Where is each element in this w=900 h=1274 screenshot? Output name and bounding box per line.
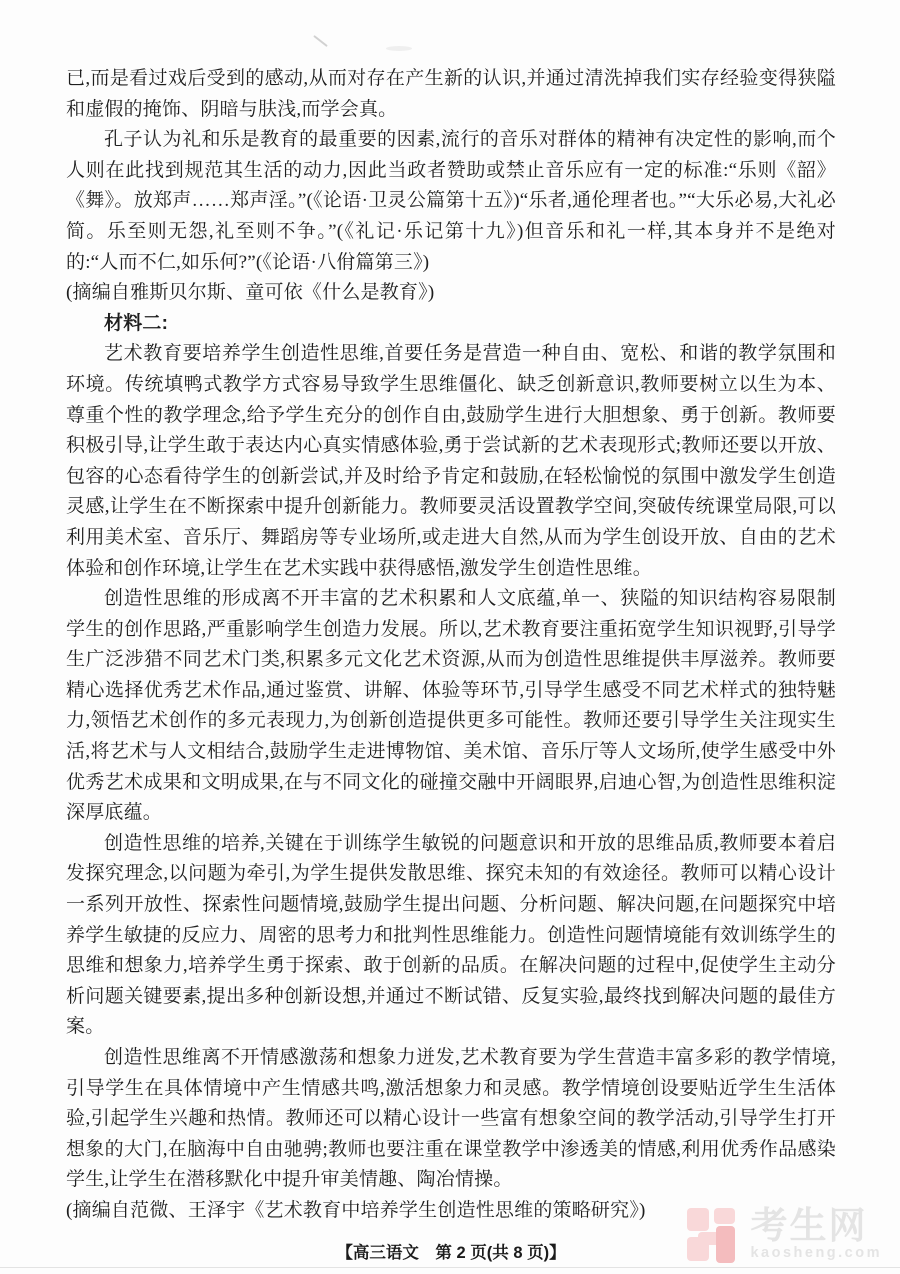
kaosheng-logo-icon <box>686 1205 742 1263</box>
logo-block <box>687 1237 709 1261</box>
material-one-attribution: (摘编自雅斯贝尔斯、童可依《什么是教育》) <box>66 282 435 304</box>
material-two-paragraph-4: 创造性思维离不开情感激荡和想象力迸发,艺术教育要为学生营造丰富多彩的教学情境,引导学生在具体情境中产生情感共鸣,激活想象力和灵感。教学情境创设要贴近学生生活体验,引起学生兴趣和热情。教师还可以精心设计一些富有想象空间的教学活动,引导学生打开想象的大门,在脑海中自由驰骋;教师也要注重在课堂教学中渗透美的情感,利用优秀作品感染学生,让学生在潜移默化中提升审美情趣、陶冶情操。 <box>66 1047 836 1191</box>
material-two-heading: 材料二: <box>104 312 169 334</box>
watermark-site-name: 考生网 <box>750 1205 868 1247</box>
logo-block <box>716 1226 735 1263</box>
scan-artifact-smudge <box>386 46 412 51</box>
material-two-attribution: (摘编自范微、王泽宇《艺术教育中培养学生创造性思维的策略研究》) <box>66 1199 646 1221</box>
exam-body-text <box>66 64 836 1227</box>
page-number-footer: 【高三语文 第 2 页(共 8 页)】 <box>336 1243 566 1262</box>
watermark-text <box>750 1207 882 1261</box>
material-two-paragraph-2: 创造性思维的形成离不开丰富的艺术积累和人文底蕴,单一、狭隘的知识结构容易限制学生的创作思路,严重影响学生创造力发展。所以,艺术教育要注重拓宽学生知识视野,引导学生广泛涉猎不同艺术门类,积累多元文化艺术资源,从而为创造性思维提供丰厚滋养。教师要精心选择优秀艺术作品,通过鉴赏、讲解、体验等环节,引导学生感受不同艺术样式的独特魅力,领悟艺术创作的多元表现力,为创新创造提供更多可能性。教师还要引导学生关注现实生活,将艺术与人文相结合,鼓励学生走进博物馆、美术馆、音乐厅等人文场所,使学生感受中外优秀艺术成果和文明成果,在与不同文化的碰撞交融中开阔眼界,启迪心智,为创造性思维积淀深厚底蕴。 <box>66 588 836 824</box>
material-two-paragraph-1: 艺术教育要培养学生创造性思维,首要任务是营造一种自由、宽松、和谐的教学氛围和环境。传统填鸭式教学方式容易导致学生思维僵化、缺乏创新意识,教师要树立以生为本、尊重个性的教学理念,给予学生充分的创作自由,鼓励学生进行大胆想象、勇于创新。教师要积极引导,让学生敢于表达内心真实情感体验,勇于尝试新的艺术表现形式;教师还要以开放、包容的心态看待学生的创新尝试,并及时给予肯定和鼓励,在轻松愉悦的氛围中激发学生创造灵感,让学生在不断探索中提升创新能力。教师要灵活设置教学空间,突破传统课堂局限,可以利用美术室、音乐厅、舞蹈房等专业场所,或走进大自然,从而为学生创设开放、自由的艺术体验和创作环境,让学生在艺术实践中获得感悟,激发学生创造性思维。 <box>66 343 836 579</box>
material-one-confucius-paragraph: 孔子认为礼和乐是教育的最重要的因素,流行的音乐对群体的精神有决定性的影响,而个人则在此找到规范其生活的动力,因此当政者赞助或禁止音乐应有一定的标准:“乐则《韶》《舞》。放郑声……郑声淫。”(《论语·卫灵公篇第十五》)“乐者,通伦理者也。”“大乐必易,大礼必简。乐至则无怨,礼至则不争。”(《礼记·乐记第十九》)但音乐和礼一样,其本身并不是绝对的:“人而不仁,如乐何?”(《论语·八佾篇第三》) <box>66 129 836 273</box>
material-two-paragraph-3: 创造性思维的培养,关键在于训练学生敏锐的问题意识和开放的思维品质,教师要本着启发探究理念,以问题为牵引,为学生提供发散思维、探究未知的有效途径。教师可以精心设计一系列开放性、探索性问题情境,鼓励学生提出问题、分析问题、解决问题,在问题探究中培养学生敏捷的反应力、周密的思考力和批判性思维能力。创造性问题情境能有效训练学生的思维和想象力,培养学生勇于探索、敢于创新的品质。在解决问题的过程中,促使学生主动分析问题关键要素,提出多种创新设想,并通过不断试错、反复实验,最终找到解决问题的最佳方案。 <box>66 832 836 1038</box>
scan-page-edge-line <box>0 1267 900 1268</box>
watermark-site-domain: kaosheng.com <box>750 1245 882 1262</box>
logo-block <box>714 1208 735 1224</box>
kaosheng-watermark <box>686 1205 882 1263</box>
material-one-continuation-paragraph: 已,而是看过戏后受到的感动,从而对存在产生新的认识,并通过清洗掉我们实存经验变得狭隘和虚假的掩饰、阴暗与肤浅,而学会真。 <box>66 68 836 120</box>
logo-block <box>687 1208 709 1231</box>
